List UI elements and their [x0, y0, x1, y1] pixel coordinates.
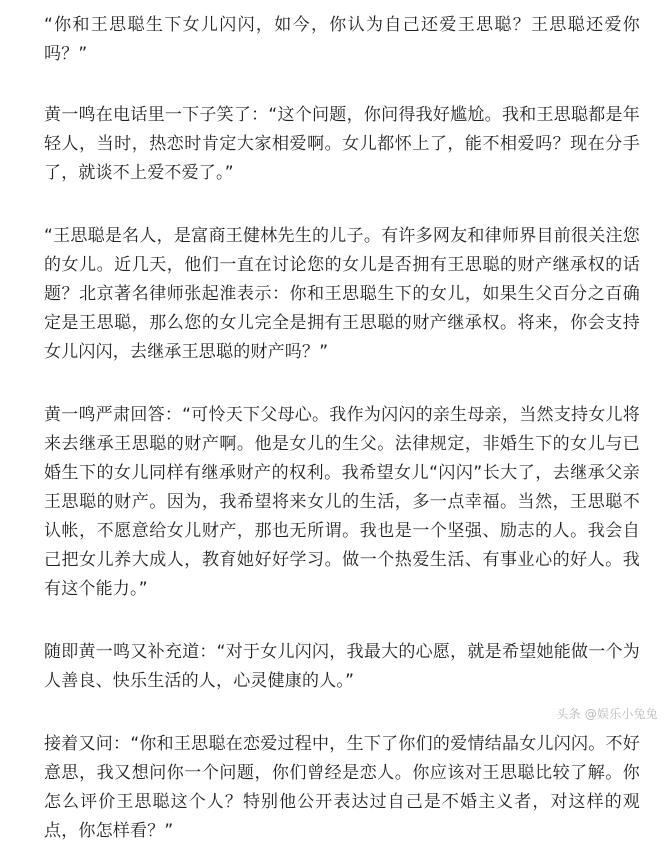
article-paragraph: 黄一鸣在电话里一下子笑了：“这个问题，你问得我好尴尬。我和王思聪都是年轻人，当时，热恋时肯定大家相爱啊。女儿都怀上了，能不相爱吗？现在分手了，就谈不上爱不爱了。” — [44, 105, 640, 183]
article-paragraph: 随即黄一鸣又补充道：“对于女儿闪闪，我最大的心愿，就是希望她能做一个为人善良、快乐生活的人，心灵健康的人。” — [44, 642, 640, 691]
article-paragraph: 接着又问：“你和王思聪在恋爱过程中，生下了你们的爱情结晶女儿闪闪。不好意思，我又想问你一个问题，你们曾经是恋人。你应该对王思聪比较了解。你怎么评价王思聪这个人？特别他公开表达过自己是不婚主义者，对这样的观点，你怎样看？” — [44, 734, 640, 841]
article-paragraph: 黄一鸣严肃回答：“可怜天下父母心。我作为闪闪的亲生母亲，当然支持女儿将来去继承王思聪的财产啊。他是女儿的生父。法律规定，非婚生下的女儿与已婚生下的女儿同样有继承财产的权利。我希望女儿“闪闪”长大了，去继承父亲王思聪的财产。因为，我希望将来女儿的生活，多一点幸福。当然，王思聪不认帐，不愿意给女儿财产，那也无所谓。我也是一个坚强、励志的人。我会自己把女儿养大成人，教育她好好学习。做一个热爱生活、有事业心的好人。我有这个能力。” — [44, 405, 640, 599]
article-paragraph: “你和王思聪生下女儿闪闪，如今，你认为自己还爱王思聪？王思聪还爱你吗？” — [44, 15, 640, 64]
article-paragraph: “王思聪是名人，是富商王健林先生的儿子。有许多网友和律师界目前很关注您的女儿。近几天，他们一直在讨论您的女儿是否拥有王思聪的财产继承权的话题？北京著名律师张起淮表示：你和王思聪生下的女儿，如果生父百分之百确定是王思聪，那么您的女儿完全是拥有王思聪的财产继承权。将来，你会支持女儿闪闪，去继承王思聪的财产吗？” — [44, 226, 640, 362]
watermark: 头条 @娱乐小兔兔 — [556, 707, 658, 721]
